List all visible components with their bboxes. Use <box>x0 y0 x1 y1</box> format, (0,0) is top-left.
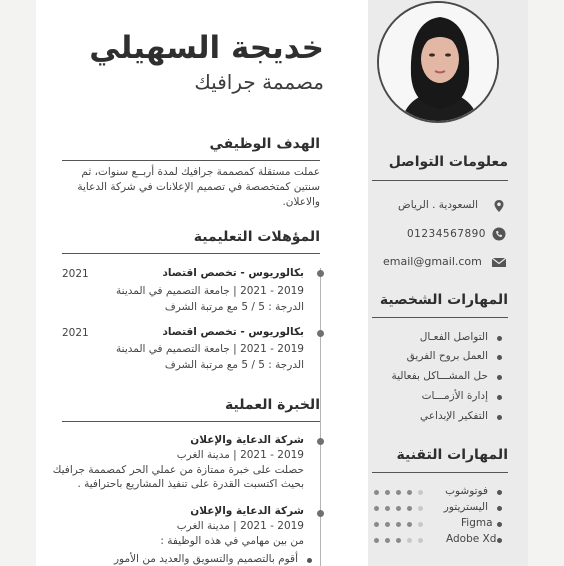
bullet <box>497 395 502 400</box>
job-title: مصممة جرافيك <box>194 70 324 94</box>
avatar <box>377 1 499 123</box>
personal-skill: التواصل الفعـال <box>419 331 488 343</box>
bullet <box>497 355 502 360</box>
contact-location: السعودية . الرياض <box>398 199 478 211</box>
skill-level-dot <box>418 490 423 495</box>
personal-skill: إدارة الأزمـــات <box>421 390 488 402</box>
bullet <box>497 375 502 380</box>
bullet <box>497 336 502 341</box>
experience-desc: من بين مهامي في هذه الوظيفة : <box>160 535 304 547</box>
skill-level-dot <box>385 538 390 543</box>
skill-level-dot <box>374 506 379 511</box>
personal-skill: حل المشـــاكل بفعالية <box>391 370 488 382</box>
personal-skill: العمل بروح الفريق <box>406 350 488 362</box>
skill-level-dot <box>407 490 412 495</box>
divider <box>62 253 320 254</box>
contact-phone: 01234567890 <box>407 228 486 240</box>
phone-icon <box>492 227 506 241</box>
experience-detail: 2019 - 2021 | مدينة الغرب <box>176 520 304 532</box>
experience-company: شركة الدعاية والإعلان <box>190 505 304 517</box>
education-year: 2021 <box>62 268 89 280</box>
section-title-experience: الخبرة العملية <box>225 397 320 413</box>
timeline-line <box>320 268 321 566</box>
skill-level-dot <box>418 506 423 511</box>
location-icon <box>492 199 506 213</box>
tech-skill-name: فوتوشوب <box>445 485 488 497</box>
timeline-dot <box>317 270 324 277</box>
skill-level-dot <box>396 490 401 495</box>
skill-level-dot <box>418 522 423 527</box>
skill-level-dot <box>385 506 390 511</box>
skill-level-dot <box>374 490 379 495</box>
section-title-education: المؤهلات التعليمية <box>193 229 320 245</box>
objective-line: سنتين كمتخصصة في تصميم الإعلانات في شركة الدعاية <box>77 181 320 193</box>
skill-level-dot <box>396 522 401 527</box>
education-year: 2021 <box>62 327 89 339</box>
experience-company: شركة الدعاية والإعلان <box>190 434 304 446</box>
personal-skill: التفكير الإبداعي <box>420 410 488 422</box>
skill-level-dot <box>407 538 412 543</box>
divider <box>372 472 508 473</box>
bullet <box>497 415 502 420</box>
skill-level-dot <box>407 506 412 511</box>
education-detail: 2019 - 2021 | جامعة التصميم في المدينة <box>116 285 304 297</box>
objective-line: والاعلان. <box>282 196 320 208</box>
person-name: خديجة السهيلي <box>89 30 324 66</box>
experience-desc: أقوم بالتصميم والتسويق والعديد من الأمور <box>113 553 298 565</box>
bullet <box>497 538 502 543</box>
tech-skill-name: Adobe Xd <box>446 533 497 545</box>
bullet <box>497 522 502 527</box>
divider <box>62 160 320 161</box>
experience-desc: حصلت على خبرة ممتازة من عملي الحر كمصممة جرافيك <box>52 464 304 476</box>
divider <box>372 317 508 318</box>
profile-photo <box>379 3 499 123</box>
experience-desc: بحيث اكتسبت القدرة على تنفيذ المشاريع باحترافية . <box>77 478 304 490</box>
timeline-dot <box>317 510 324 517</box>
skill-level-dot <box>385 490 390 495</box>
bullet <box>497 506 502 511</box>
email-icon <box>491 255 507 269</box>
section-title-objective: الهدف الوظيفي <box>209 136 320 152</box>
education-detail: 2019 - 2021 | جامعة التصميم في المدينة <box>116 343 304 355</box>
skill-level-dot <box>407 522 412 527</box>
skill-level-dot <box>374 522 379 527</box>
education-title: بكالوريوس - تخصص اقتصاد <box>162 326 304 338</box>
skill-level-dot <box>396 506 401 511</box>
skill-level-dot <box>418 538 423 543</box>
divider <box>62 421 320 422</box>
tech-skill-name: Figma <box>461 517 493 529</box>
contact-email: email@gmail.com <box>383 255 482 268</box>
section-title-personal-skills: المهارات الشخصية <box>379 292 508 308</box>
education-title: بكالوريوس - تخصص اقتصاد <box>162 267 304 279</box>
timeline-dot <box>317 330 324 337</box>
objective-line: عملت مستقلة كمصممة جرافيك لمدة أربــع سنوات، ثم <box>81 166 320 178</box>
bullet <box>307 558 312 563</box>
section-title-contact: معلومات التواصل <box>388 154 508 170</box>
education-grade: الدرجة : 5 / 5 مع مرتبة الشرف <box>164 301 304 313</box>
bullet <box>497 490 502 495</box>
tech-skill-name: اليستريتور <box>443 501 488 513</box>
education-grade: الدرجة : 5 / 5 مع مرتبة الشرف <box>164 359 304 371</box>
section-title-tech-skills: المهارات التقنية <box>396 447 508 463</box>
experience-detail: 2019 - 2021 | مدينة الغرب <box>176 449 304 461</box>
timeline-dot <box>317 438 324 445</box>
divider <box>372 180 508 181</box>
skill-level-dot <box>396 538 401 543</box>
skill-level-dot <box>385 522 390 527</box>
skill-level-dot <box>374 538 379 543</box>
